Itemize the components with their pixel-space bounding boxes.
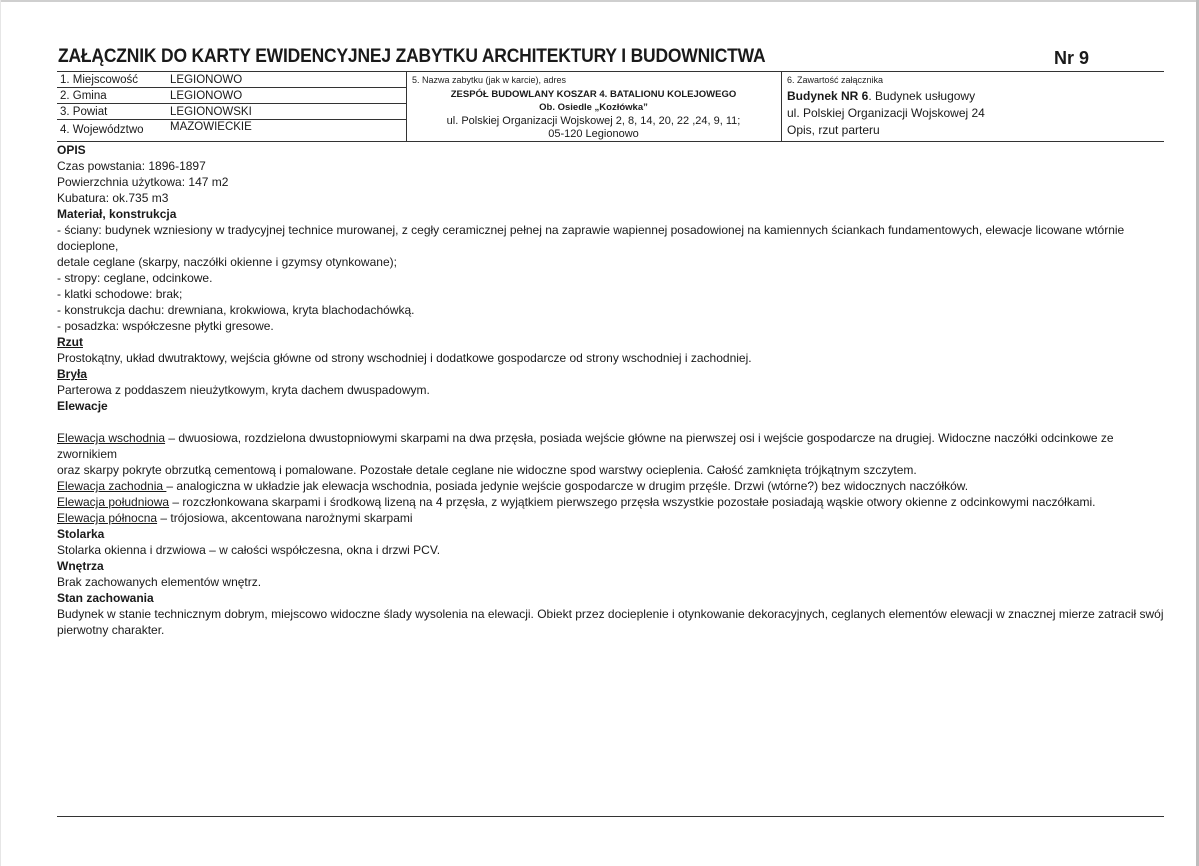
monument-address: ul. Polskiej Organizacji Wojskowej 2, 8, 14, 20, 22 ,24, 9, 11; <box>446 115 741 127</box>
location-value-4: MAZOWIECKIE <box>170 121 252 133</box>
stan-text-cont: pierwotny charakter. <box>57 623 165 637</box>
footer-rule <box>57 816 1164 817</box>
elevation-north <box>57 510 1167 526</box>
monument-name: ZESPÓŁ BUDOWLANY KOSZAR 4. BATALIONU KOLEJOWEGO <box>450 89 737 100</box>
wnetrza-heading: Wnętrza <box>57 559 104 573</box>
location-label-2: 2. Gmina <box>60 90 107 102</box>
monument-estate: Ob. Osiedle „Kozłówka” <box>539 102 648 113</box>
scan-edge-top <box>0 0 1199 2</box>
description-body <box>57 142 1167 638</box>
location-label-1: 1. Miejscowość <box>60 74 138 86</box>
document-title: ZAŁĄCZNIK DO KARTY EWIDENCYJNEJ ZABYTKU ARCHITEKTURY I BUDOWNICTWA <box>58 46 766 67</box>
row-rule-1 <box>57 87 406 88</box>
table-top-rule <box>57 71 1164 72</box>
row-rule-3 <box>57 119 406 120</box>
rzut-text: Prostokątny, układ dwutraktowy, wejścia główne od strony wschodniej i dodatkowe gospodarcze od strony wschodniej i zachodniej. <box>57 351 752 365</box>
stolarka-text: Stolarka okienna i drzwiowa – w całości współczesna, okna i drzwi PCV. <box>57 543 441 557</box>
contents-address: ul. Polskiej Organizacji Wojskowej 24 <box>787 106 985 120</box>
location-value-3: LEGIONOWSKI <box>170 106 252 118</box>
stan-heading: Stan zachowania <box>57 591 154 605</box>
stolarka-heading: Stolarka <box>57 527 105 541</box>
location-label-3: 3. Powiat <box>60 106 108 118</box>
bryla-heading: Bryła <box>57 367 88 381</box>
elevation-south-text: – rozczłonkowana skarpami i środkową lizeną na 4 przęsła, z wyjątkiem pierwszego przęsła wszystkie pozostałe posiadają wąskie otwory okienne z odcinkowymi naczółkami. <box>169 495 1096 509</box>
elevation-east-label: Elewacja wschodnia <box>57 431 166 445</box>
location-value-1: LEGIONOWO <box>170 74 243 86</box>
cubature: Kubatura: ok.735 m3 <box>57 191 169 205</box>
column-divider-2 <box>781 71 782 141</box>
wnetrza-text: Brak zachowanych elementów wnętrz. <box>57 575 262 589</box>
elevation-west <box>57 478 1167 494</box>
contents-label: 6. Zawartość załącznika <box>787 75 884 85</box>
rzut-heading: Rzut <box>57 335 83 349</box>
elevation-east-text: – dwuosiowa, rozdzielona dwustopniowymi skarpami na dwa przęsła, posiada wejście główne na pierwszej osi i wejście gospodarcze na drugiej. Widoczne naczółki odcinkowe ze zwornikiem <box>57 431 1114 461</box>
material-line: - konstrukcja dachu: drewniana, krokwiowa, kryta blachodachówką. <box>57 303 415 317</box>
stan-text: Budynek w stanie technicznym dobrym, miejscowo widoczne ślady wysolenia na elewacji. Obiekt przez docieplenie i otynkowanie dekoracyjnych, ceglanych elementów elewacji w znacznej mierze zatracił swój <box>57 607 1164 621</box>
material-line: detale ceglane (skarpy, naczółki okienne i gzymsy otynkowane); <box>57 255 397 269</box>
row-rule-2 <box>57 103 406 104</box>
usable-area: Powierzchnia użytkowa: 147 m2 <box>57 175 229 189</box>
location-label-4: 4. Województwo <box>60 124 144 136</box>
bryla-text: Parterowa z poddaszem nieużytkowym, kryta dachem dwuspadowym. <box>57 383 430 397</box>
location-value-2: LEGIONOWO <box>170 90 243 102</box>
elevation-south-label: Elewacja południowa <box>57 495 170 509</box>
elevation-east <box>57 430 1167 462</box>
monument-postcode: 05-120 Legionowo <box>548 128 639 140</box>
elevation-north-label: Elewacja północna <box>57 511 158 525</box>
elevation-south <box>57 494 1167 510</box>
monument-label: 5. Nazwa zabytku (jak w karcie), adres <box>412 75 567 85</box>
scan-edge-left <box>0 0 1 866</box>
material-line: - klatki schodowe: brak; <box>57 287 183 301</box>
opis-heading: OPIS <box>57 143 86 157</box>
contents-building <box>787 90 975 103</box>
material-line: - ściany: budynek wzniesiony w tradycyjnej technice murowanej, z cegły ceramicznej pełnej na zaprawie wapiennej posadowionej na kamiennych ściankach fundamentowych, elewacje licowane wtórnie docieplone, <box>57 223 1125 253</box>
building-type: . Budynek usługowy <box>868 89 976 103</box>
contents-scope: Opis, rzut parteru <box>787 123 880 137</box>
elewacje-heading: Elewacje <box>57 399 108 413</box>
elevation-north-text: – trójosiowa, akcentowana narożnymi skarpami <box>157 511 413 525</box>
material-heading: Materiał, konstrukcja <box>57 207 177 221</box>
elevation-west-text: – analogiczna w układzie jak elewacja wschodnia, posiada jedynie wejście gospodarcze w drugim przęśle. Drzwi (wtórne?) bez widocznych naczółków. <box>166 479 969 493</box>
elevation-east-cont: oraz skarpy pokryte obrzutką cementową i pomalowane. Pozostałe detale ceglane nie widoczne spod warstwy ocieplenia. Całość zamknięta trójkątnym szczytem. <box>57 463 917 477</box>
document-number: Nr 9 <box>1054 48 1090 68</box>
material-line: - posadzka: współczesne płytki gresowe. <box>57 319 274 333</box>
building-number: Budynek NR 6 <box>787 89 869 103</box>
construction-date: Czas powstania: 1896-1897 <box>57 159 206 173</box>
elevation-west-label: Elewacja zachodnia <box>57 479 167 493</box>
material-line: - stropy: ceglane, odcinkowe. <box>57 271 213 285</box>
